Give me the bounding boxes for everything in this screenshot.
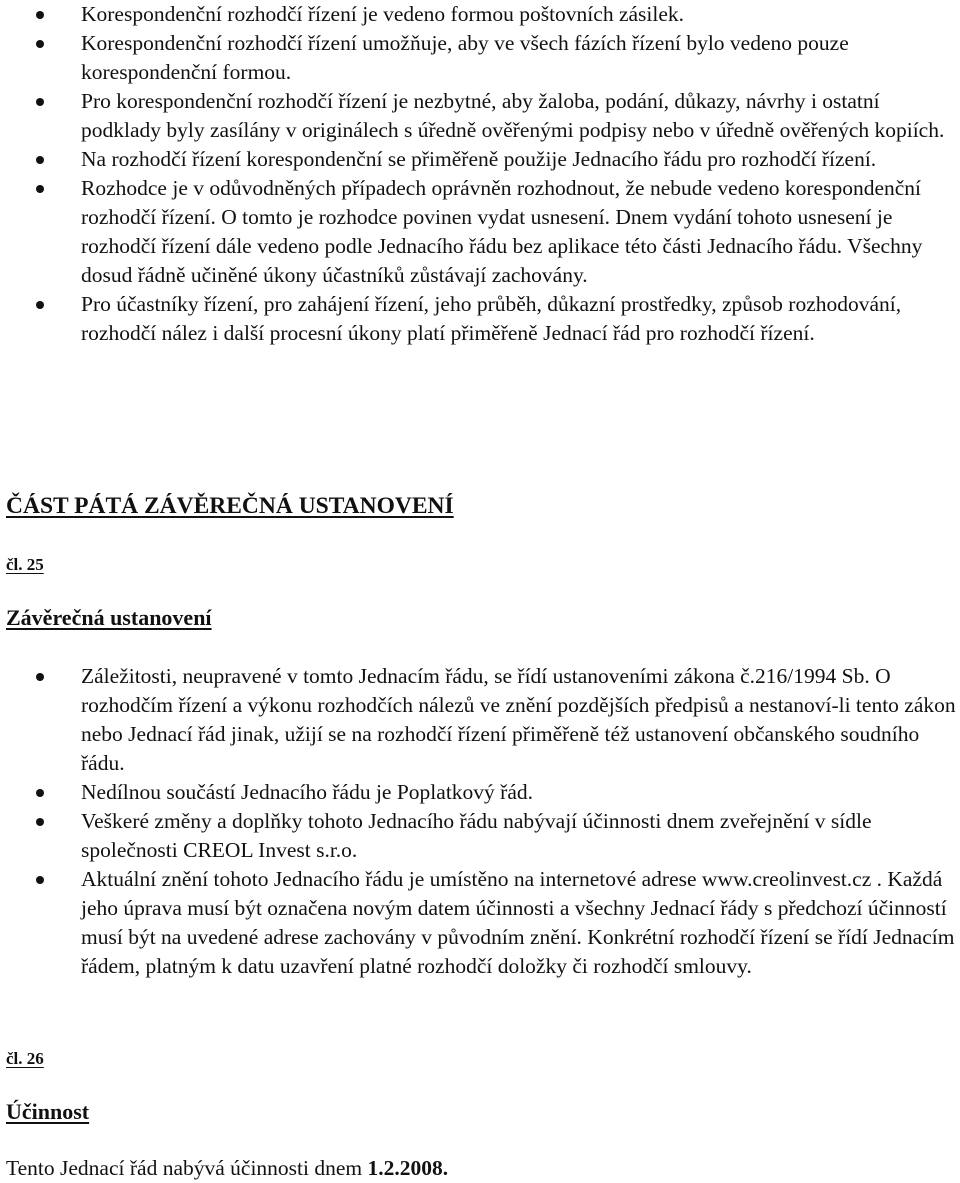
list-item xyxy=(0,145,960,174)
bullet-list-correspondence xyxy=(0,0,960,348)
bullet-icon xyxy=(36,98,44,106)
list-item-text: Korespondenční rozhodčí řízení je vedeno formou poštovních zásilek. xyxy=(81,2,685,26)
bullet-icon xyxy=(36,11,44,19)
list-item-text: Aktuální znění tohoto Jednacího řádu je umístěno na internetové adrese www.creolinvest.cz . Každá jeho úprava musí být označena novým datem účinnosti a všechny Jednací řády s předchozí účinností musí být na uvedené adrese zachovány v původním znění. Konkrétní rozhodčí řízení se řídí Jednacím řádem, platným k datu uzavření platné rozhodčí doložky či rozhodčí smlouvy. xyxy=(81,867,955,978)
list-item-text: Veškeré změny a doplňky tohoto Jednacího řádu nabývají účinnosti dnem zveřejnění v sídle společnosti CREOL Invest s.r.o. xyxy=(81,809,872,862)
bullet-icon xyxy=(36,818,44,826)
list-item-text: Na rozhodčí řízení korespondenční se přiměřeně použije Jednacího řádu pro rozhodčí řízení. xyxy=(81,147,877,171)
article-25-title: Závěrečná ustanovení xyxy=(6,605,212,630)
list-item xyxy=(0,0,960,29)
list-item-text: Korespondenční rozhodčí řízení umožňuje, aby ve všech fázích řízení bylo vedeno pouze korespondenční formou. xyxy=(81,31,849,84)
effective-date-text: Tento Jednací řád nabývá účinnosti dnem xyxy=(6,1156,368,1180)
list-item xyxy=(0,865,960,981)
effective-date-value: 1.2.2008. xyxy=(367,1156,449,1180)
bullet-icon xyxy=(36,876,44,884)
list-item xyxy=(0,87,960,145)
article-26-title: Účinnost xyxy=(6,1099,90,1124)
part-title: ČÁST PÁTÁ ZÁVĚREČNÁ USTANOVENÍ xyxy=(6,493,454,519)
list-item-text: Rozhodce je v odůvodněných případech oprávněn rozhodnout, že nebude vedeno korespondenční rozhodčí řízení. O tomto je rozhodce povinen vydat usnesení. Dnem vydání tohoto usnesení je rozhodčí řízení dále vedeno podle Jednacího řádu bez aplikace této části Jednacího řádu. Všechny dosud řádně učiněné úkony účastníků zůstávají zachovány. xyxy=(81,176,923,287)
list-item xyxy=(0,29,960,87)
list-item-text: Pro korespondenční rozhodčí řízení je nezbytné, aby žaloba, podání, důkazy, návrhy i ostatní podklady byly zasílány v originálech s úředně ověřenými podpisy nebo v úředně ověřených kopiích. xyxy=(81,89,945,142)
article-26-number: čl. 26 xyxy=(6,1049,44,1068)
list-item xyxy=(0,662,960,778)
list-item xyxy=(0,807,960,865)
list-item-text: Pro účastníky řízení, pro zahájení řízení, jeho průběh, důkazní prostředky, způsob rozhodování, rozhodčí nález i další procesní úkony platí přiměřeně Jednací řád pro rozhodčí řízení. xyxy=(81,292,902,345)
effective-date-statement xyxy=(6,1154,448,1183)
bullet-icon xyxy=(36,185,44,193)
article-25-number: čl. 25 xyxy=(6,555,44,574)
bullet-icon xyxy=(36,156,44,164)
list-item-text: Nedílnou součástí Jednacího řádu je Poplatkový řád. xyxy=(81,780,533,804)
list-item-text: Záležitosti, neupravené v tomto Jednacím řádu, se řídí ustanoveními zákona č.216/1994 Sb. O rozhodčím řízení a výkonu rozhodčích nálezů ve znění pozdějších předpisů a nestanoví-li tento zákon nebo Jednací řád jinak, užijí se na rozhodčí řízení přiměřeně též ustanovení občanského soudního řádu. xyxy=(81,664,956,775)
list-item xyxy=(0,290,960,348)
bullet-list-final-provisions xyxy=(0,662,960,981)
list-item xyxy=(0,778,960,807)
bullet-icon xyxy=(36,40,44,48)
bullet-icon xyxy=(36,789,44,797)
bullet-icon xyxy=(36,673,44,681)
list-item xyxy=(0,174,960,290)
bullet-icon xyxy=(36,301,44,309)
